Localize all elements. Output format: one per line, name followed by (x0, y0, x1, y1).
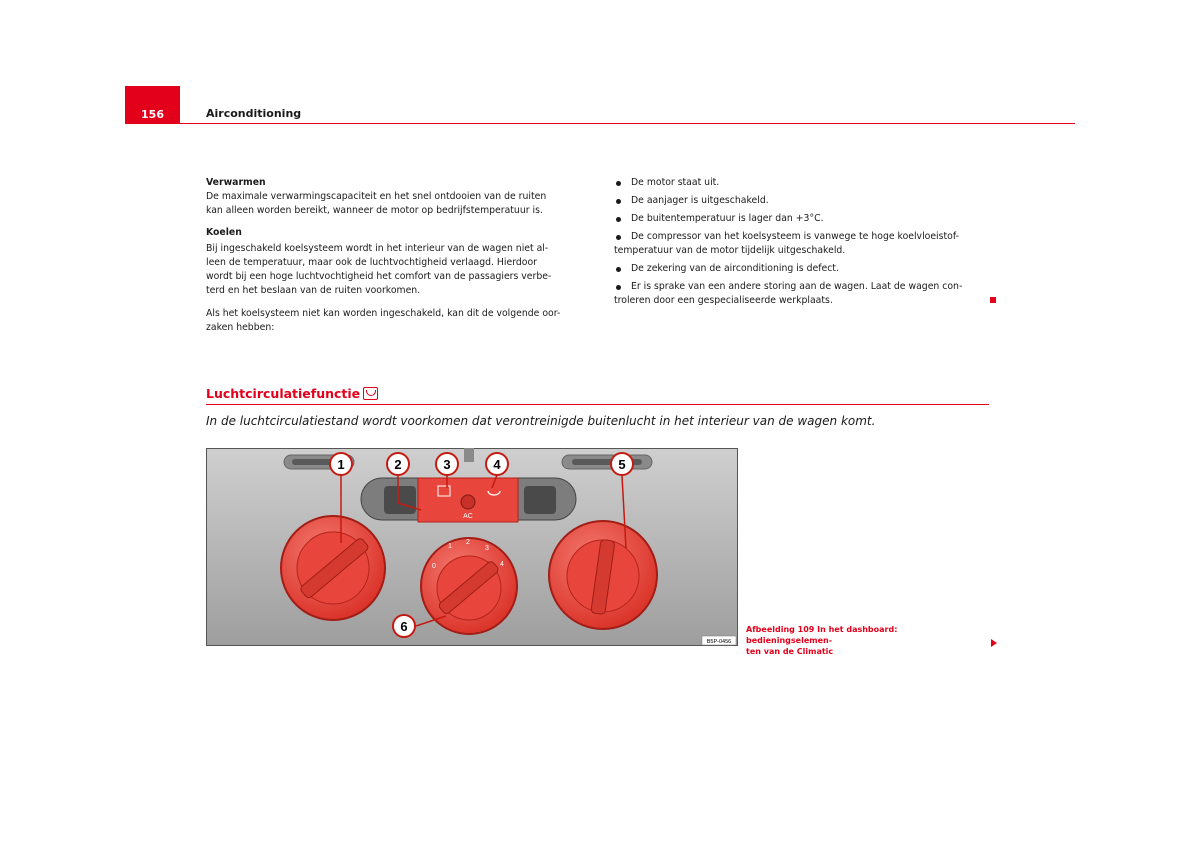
chapter-title: Airconditioning (206, 107, 302, 120)
list-item: De compressor van het koelsysteem is vanwege te hoge koelvloeistof- temperatuur van de motor tijdelijk uitgeschakeld. (614, 231, 959, 256)
fan-scale-0: 0 (432, 563, 436, 570)
figure-caption: Afbeelding 109 In het dashboard: bedieningselemen- ten van de Climatic (746, 625, 898, 656)
paragraph-line: Als het koelsysteem niet kan worden ingeschakeld, kan dit de volgende oor- (206, 308, 561, 319)
ac-label: AC (463, 513, 473, 520)
left-column (206, 176, 586, 335)
cause-list (614, 176, 979, 312)
svg-text:6: 6 (400, 619, 408, 634)
paragraph-line: kan alleen worden bereikt, wanneer de motor op bedrijfstemperatuur is. (206, 205, 543, 216)
section-rule (206, 404, 989, 405)
bullet-icon (616, 181, 621, 186)
bullet-icon (616, 285, 621, 290)
seat-heater-right-button (524, 486, 556, 514)
paragraph-line: terd en het beslaan van de ruiten voorkomen. (206, 285, 421, 296)
fan-scale-3: 3 (485, 545, 489, 552)
paragraph-line: Bij ingeschakeld koelsysteem wordt in het interieur van de wagen niet al- (206, 243, 549, 254)
svg-text:1: 1 (337, 457, 345, 472)
svg-text:2: 2 (394, 457, 402, 472)
section-intro: In de luchtcirculatiestand wordt voorkomen dat verontreinigde buitenlucht in het interieur van de wagen komt. (206, 414, 876, 428)
svg-text:5: 5 (618, 457, 626, 472)
bullet-icon (616, 267, 621, 272)
paragraph-line: De maximale verwarmingscapaciteit en het snel ontdooien van de ruiten (206, 191, 547, 202)
figure-code: B5P-0456 (706, 639, 732, 645)
climatic-controls-figure (206, 448, 738, 646)
page-number: 156 (125, 86, 180, 124)
list-item: De buitentemperatuur is lager dan +3°C. (614, 212, 979, 226)
recirculation-icon (363, 387, 378, 400)
bullet-icon (616, 199, 621, 204)
heading-verwarmen: Verwarmen (206, 177, 266, 188)
ac-button (461, 495, 475, 509)
svg-text:4: 4 (493, 457, 501, 472)
list-item: De zekering van de airconditioning is defect. (614, 262, 979, 276)
fan-scale-2: 2 (466, 539, 470, 546)
section-end-icon (990, 297, 996, 303)
list-item: De aanjager is uitgeschakeld. (614, 194, 979, 208)
bullet-icon (616, 235, 621, 240)
list-item: De motor staat uit. (614, 176, 979, 190)
header-rule (125, 123, 1075, 124)
fan-scale-4: 4 (500, 561, 504, 568)
continue-arrow-icon (991, 639, 997, 647)
fan-scale-1: 1 (448, 543, 452, 550)
heading-koelen: Koelen (206, 227, 242, 238)
svg-text:3: 3 (443, 457, 451, 472)
paragraph-line: wordt bij een hoge luchtvochtigheid het comfort van de passagiers verbe- (206, 271, 552, 282)
bullet-icon (616, 217, 621, 222)
section-title: Luchtcirculatiefunctie (206, 386, 378, 401)
paragraph-line: leen de temperatuur, maar ook de luchtvochtigheid verlaagd. Hierdoor (206, 257, 537, 268)
seat-heater-left-button (384, 486, 416, 514)
paragraph-line: zaken hebben: (206, 322, 275, 333)
list-item: Er is sprake van een andere storing aan de wagen. Laat de wagen con- troleren door een gespecialiseerde werkplaats. (614, 281, 963, 306)
